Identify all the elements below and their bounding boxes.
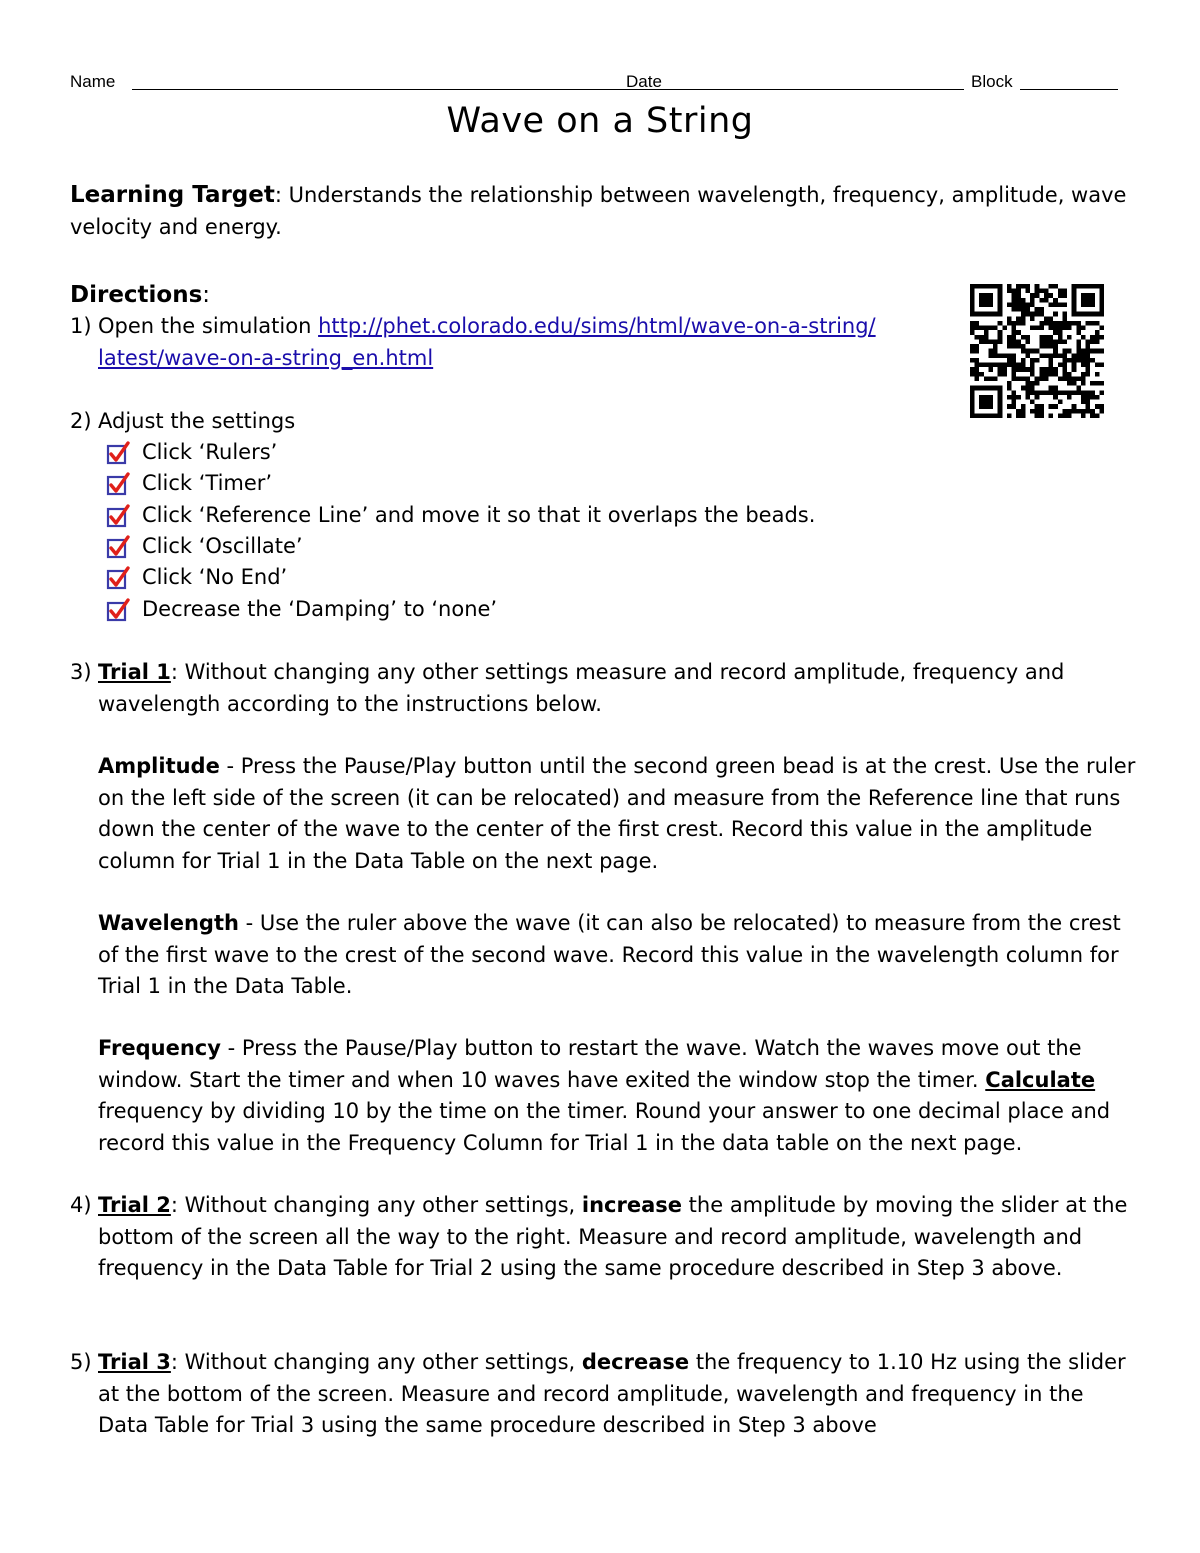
step-4-number: 4) bbox=[70, 1193, 92, 1217]
setting-item-label: Click ‘Reference Line’ and move it so that it overlaps the beads. bbox=[142, 503, 816, 527]
checkbox-checked-icon[interactable] bbox=[106, 598, 130, 622]
step-2-number: 2) bbox=[70, 409, 92, 433]
step-1-text: Open the simulation bbox=[98, 314, 319, 338]
learning-target bbox=[70, 180, 1130, 243]
directions-heading bbox=[70, 280, 210, 312]
setting-item-label: Decrease the ‘Damping’ to ‘none’ bbox=[142, 597, 498, 621]
step-3-text: : Without changing any other settings measure and record amplitude, frequency and wavelength according to the instructions below. bbox=[98, 660, 1065, 716]
increase-emphasis: increase bbox=[581, 1193, 682, 1217]
step-5-number: 5) bbox=[70, 1350, 92, 1374]
frequency-label: Frequency bbox=[98, 1036, 221, 1060]
trial-2-label: Trial 2 bbox=[98, 1193, 171, 1217]
setting-item-label: Click ‘Oscillate’ bbox=[142, 534, 303, 558]
name-label: Name bbox=[70, 72, 116, 91]
setting-item-label: Click ‘No End’ bbox=[142, 565, 288, 589]
page-title: Wave on a String bbox=[446, 101, 754, 141]
checkbox-checked-icon[interactable] bbox=[106, 472, 130, 496]
directions-colon: : bbox=[202, 282, 211, 308]
step-2 bbox=[70, 406, 1140, 438]
directions-label: Directions bbox=[70, 282, 203, 308]
step-3-body bbox=[98, 657, 1140, 720]
checkbox-checked-icon[interactable] bbox=[106, 441, 130, 465]
decrease-emphasis: decrease bbox=[581, 1350, 690, 1374]
frequency-text-b: frequency by dividing 10 by the time on the timer. Round your answer to one decimal place and record this value in the Frequency Column for Trial 1 in the data table on the next page. bbox=[98, 1099, 1111, 1155]
step-3-number: 3) bbox=[70, 660, 92, 684]
wavelength-instructions bbox=[98, 908, 1138, 1003]
amplitude-label: Amplitude bbox=[98, 754, 220, 778]
step-4-text-a: : Without changing any other settings, bbox=[170, 1193, 582, 1217]
header-fields bbox=[70, 70, 1122, 96]
checkbox-checked-icon[interactable] bbox=[106, 535, 130, 559]
learning-target-text: : Understands the relationship between wavelength, frequency, amplitude, wave velocity and energy. bbox=[70, 183, 1127, 239]
wavelength-text: - Use the ruler above the wave (it can also be relocated) to measure from the crest of the first wave to the crest of the second wave. Record this value in the wavelength column for Trial 1 in the Data Table. bbox=[98, 911, 1121, 998]
step-5-text-a: : Without changing any other settings, bbox=[170, 1350, 582, 1374]
step-5-text-b: the frequency to 1.10 Hz using the slider at the bottom of the screen. Measure and record amplitude, wavelength and frequency in the Data Table for Trial 3 using the same procedure described in Step 3 above bbox=[98, 1350, 1126, 1437]
name-line[interactable] bbox=[132, 89, 688, 90]
trial-1-label: Trial 1 bbox=[98, 660, 171, 684]
block-label: Block bbox=[971, 72, 1013, 91]
step-1-number: 1) bbox=[70, 314, 92, 338]
calculate-emphasis: Calculate bbox=[985, 1067, 1096, 1092]
frequency-instructions bbox=[98, 1033, 1138, 1159]
step-5-body bbox=[98, 1347, 1140, 1442]
amplitude-text: - Press the Pause/Play button until the second green bead is at the crest. Use the ruler on the left side of the screen (it can be relocated) and measure from the Reference line that runs down the center of the wave to the center of the first crest. Record this value in the amplitude column for Trial 1 in the Data Table on the next page. bbox=[98, 754, 1136, 873]
step-4-text-b: the amplitude by moving the slider at the bottom of the screen all the way to the right. Measure and record amplitude, wavelength and frequency in the Data Table for Trial 2 using the same procedure described in Step 3 above. bbox=[98, 1193, 1128, 1280]
checkbox-checked-icon[interactable] bbox=[106, 504, 130, 528]
setting-item-label: Click ‘Timer’ bbox=[142, 471, 273, 495]
step-4-body bbox=[98, 1190, 1140, 1285]
wavelength-label: Wavelength bbox=[98, 911, 239, 935]
date-label: Date bbox=[626, 72, 662, 91]
learning-target-label: Learning Target bbox=[70, 182, 275, 208]
step-2-text: Adjust the settings bbox=[98, 409, 296, 433]
setting-item-label: Click ‘Rulers’ bbox=[142, 440, 278, 464]
date-line[interactable] bbox=[672, 89, 964, 90]
amplitude-instructions bbox=[98, 751, 1138, 877]
block-line[interactable] bbox=[1020, 89, 1118, 90]
simulation-link-part2[interactable]: latest/wave-on-a-string_en.html bbox=[98, 345, 434, 370]
qr-code-icon bbox=[970, 284, 1104, 418]
checkbox-checked-icon[interactable] bbox=[106, 566, 130, 590]
simulation-link-part1[interactable]: http://phet.colorado.edu/sims/html/wave-on-a-string/ bbox=[318, 314, 876, 338]
step-3 bbox=[70, 657, 1140, 721]
frequency-text-a: - Press the Pause/Play button to restart the wave. Watch the waves move out the window. Start the timer and when 10 waves have exited the window stop the timer. bbox=[98, 1036, 1082, 1092]
trial-3-label: Trial 3 bbox=[98, 1350, 171, 1374]
